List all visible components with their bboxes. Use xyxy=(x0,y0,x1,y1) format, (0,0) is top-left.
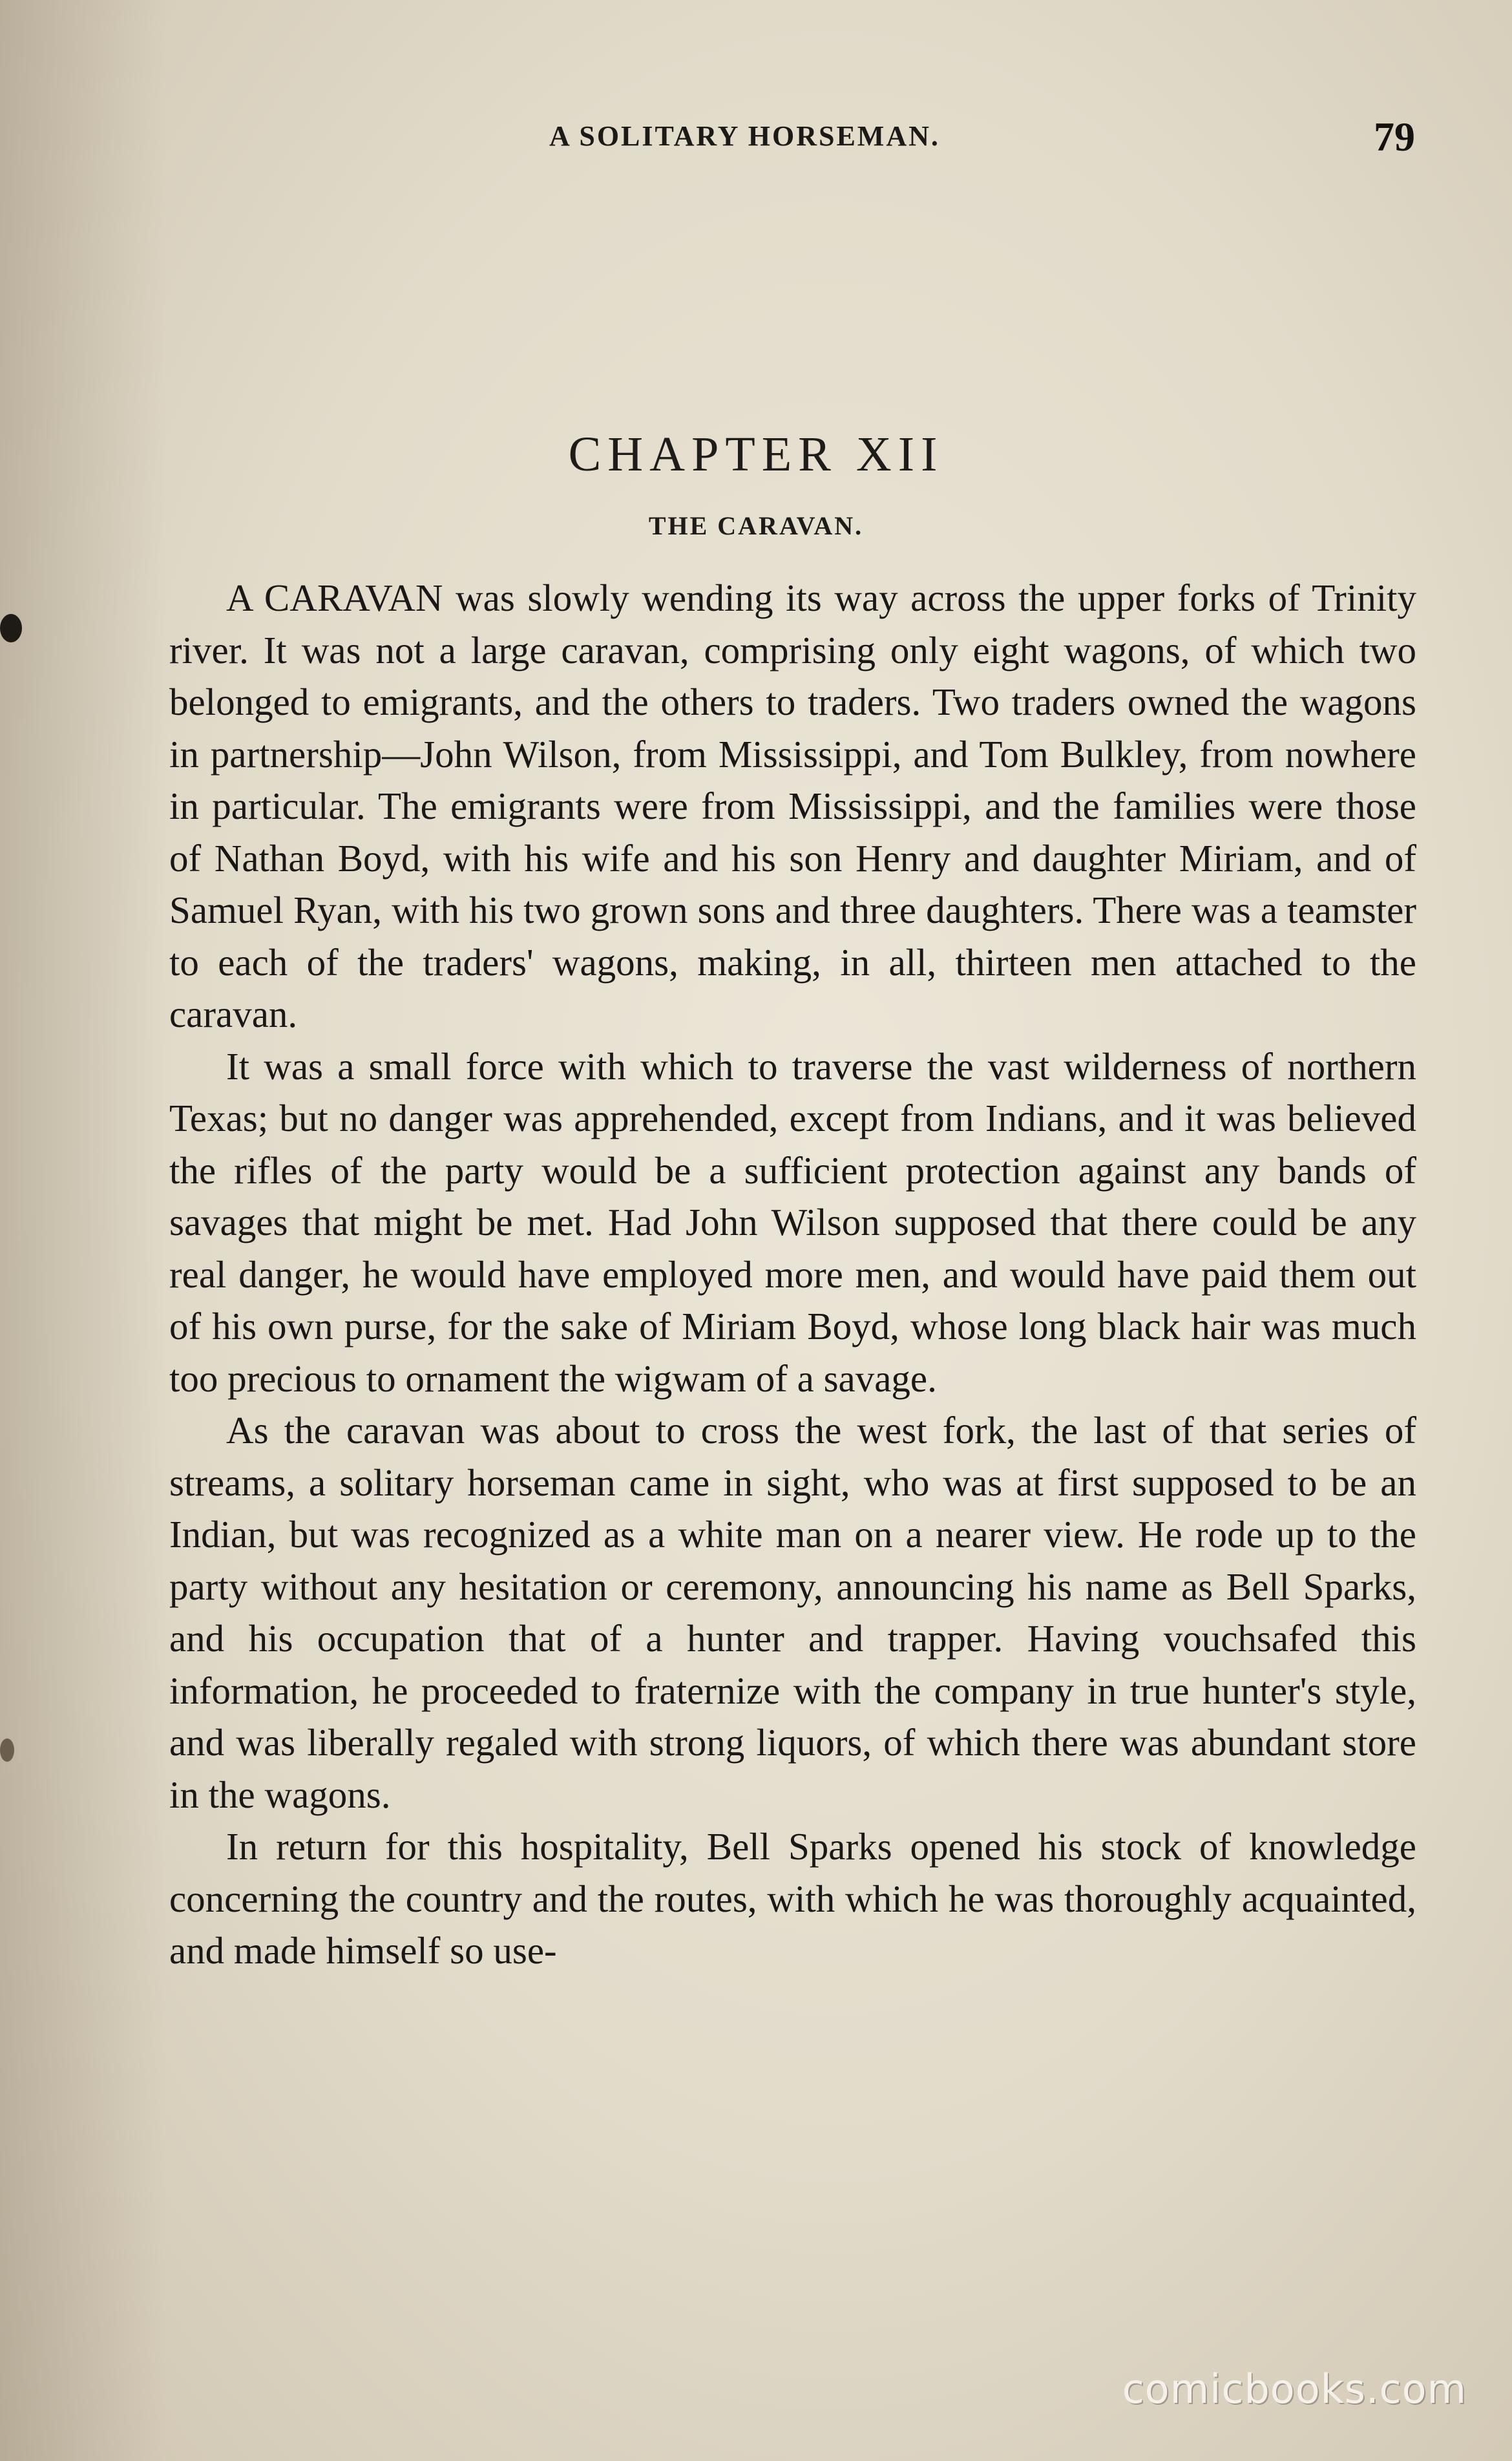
chapter-subtitle: THE CARAVAN. xyxy=(648,511,864,540)
paragraph: A CARAVAN was slowly wending its way across the upper forks of Trinity river. It was not a large caravan, comprising only eight wagons, of which two belonged to emigrants, and the others to traders. Two traders owned the wagons in partnership—John Wilson, from Mississippi, and Tom Bulkley, from nowhere in particular. The emigrants were from Mississippi, and the families were those of Nathan Boyd, with his wife and his son Henry and daughter Miriam, and of Samuel Ryan, with his two grown sons and three daughters. There was a teamster to each of the traders' wagons, making, in all, thirteen men attached to the caravan. xyxy=(169,576,1416,1035)
running-head: A SOLITARY HORSEMAN. xyxy=(549,120,940,152)
ink-spot xyxy=(0,614,22,642)
watermark: comicbooks.com xyxy=(1122,2365,1467,2413)
chapter-title: CHAPTER XII xyxy=(568,427,944,481)
paragraph: In return for this hospitality, Bell Sparks opened his stock of knowledge concerning the country and the routes, with which he was thoroughly acquainted, and made himself so use- xyxy=(169,1825,1416,1972)
binding-shadow xyxy=(0,0,168,2461)
page-number: 79 xyxy=(1374,114,1415,160)
paragraph: As the caravan was about to cross the west fork, the last of that series of streams, a solitary horseman came in sight, who was at first supposed to be an Indian, but was recognized as a white man on a nearer view. He rode up to the party without any hesitation or ceremony, announcing his name as Bell Sparks, and his occupation that of a hunter and trapper. Having vouchsafed this information, he proceeded to fraternize with the company in true hunter's style, and was liberally regaled with strong liquors, of which there was abundant store in the wagons. xyxy=(169,1409,1416,1816)
page-header xyxy=(168,113,1415,165)
paragraph: It was a small force with which to traverse the vast wilderness of northern Texas; but no danger was apprehended, except from Indians, and it was believed the rifles of the party would be a sufficient protection against any bands of savages that might be met. Had John Wilson supposed that there could be any real danger, he would have employed more men, and would have paid them out of his own purse, for the sake of Miriam Boyd, whose long black hair was much too precious to ornament the wigwam of a savage. xyxy=(169,1044,1416,1400)
body-text xyxy=(169,572,1416,1977)
ink-spot xyxy=(0,1738,14,1762)
